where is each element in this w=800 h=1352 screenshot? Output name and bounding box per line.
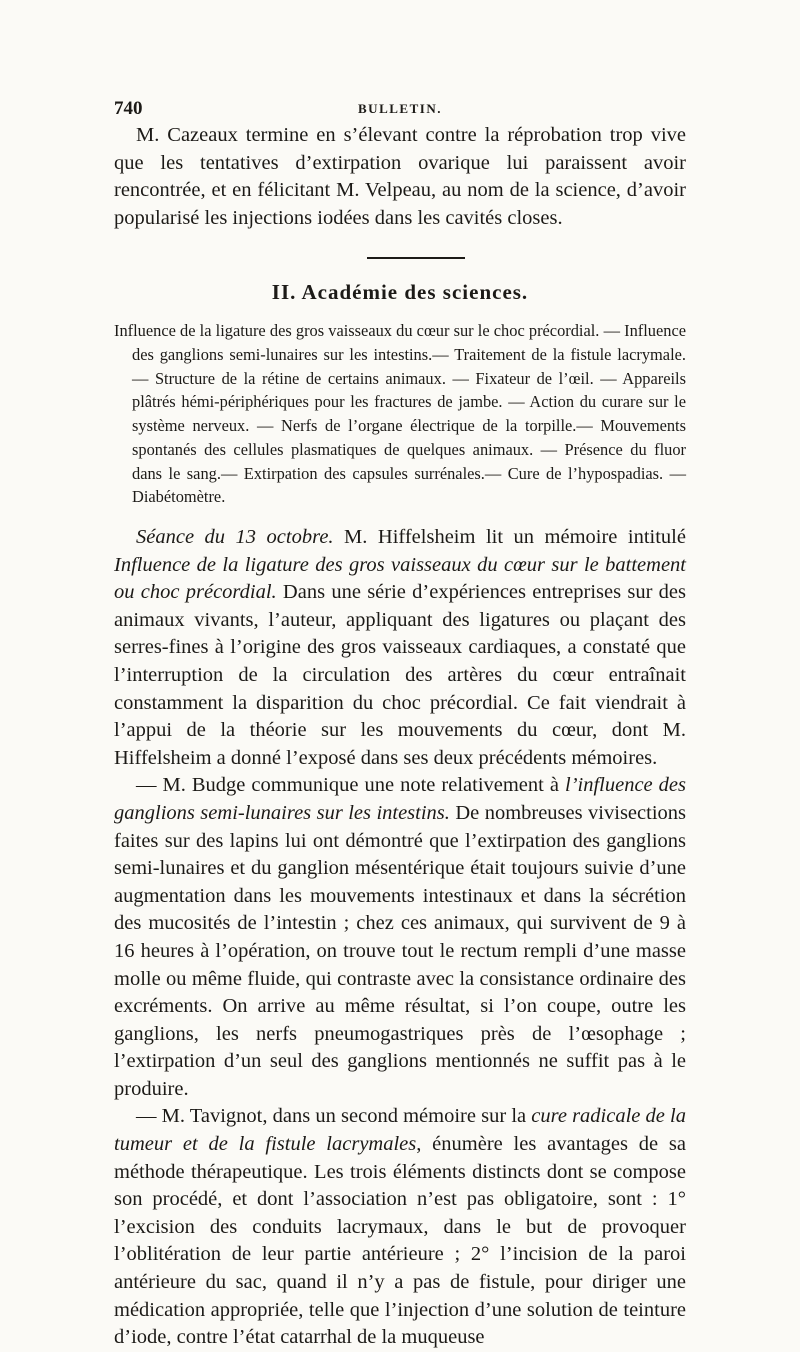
- tavignot-paragraph: [114, 1103, 686, 1351]
- budge-paragraph: [114, 772, 686, 1103]
- section-title: II. Académie des sciences.: [271, 280, 529, 305]
- intro-paragraph: M. Cazeaux termine en s’élevant contre la réprobation trop vive que les tentatives d’extirpation ovarique lui paraissent avoir rencontrée, et en félicitant M. Velpeau, au nom de la science, d’avoir popularisé les injections iodées dans les cavités closes.: [114, 124, 686, 229]
- book-page: [114, 98, 686, 1352]
- seance-date: Séance du 13 octobre.: [136, 526, 334, 548]
- seance-lead: M. Hiffelsheim lit un mémoire intitulé: [333, 526, 686, 548]
- budge-body: De nombreuses vivisections faites sur des lapins lui ont démontré que l’extirpation des ganglions semi-lunaires et du ganglion mésentérique était toujours suivie d’une augmentation dans les mouvements intestinaux et dans la sécrétion des mucosités de l’intestin ; chez ces animaux, qui survivent de 9 à 16 heures à l’opération, on trouve tout le rectum rempli d’une masse molle ou même fluide, qui contraste avec la consistance ordinaire des excréments. On arrive au même résultat, si l’on coupe, outre les ganglions, les nerfs pneumogastriques près de l’œsophage ; l’extirpation d’un seul des ganglions mentionnés ne suffit pas à le produire.: [114, 801, 686, 1100]
- running-head: [114, 98, 686, 122]
- section-summary: [114, 319, 686, 509]
- tavignot-body: , énumère les avantages de sa méthode thérapeutique. Les trois éléments distincts dont se compose son procédé, et dont l’association n’est pas obligatoire, sont : 1° l’excision des conduits lacrymaux, dans le but de provoquer l’oblitération de leur partie antérieure ; 2° l’incision de la paroi antérieure du sac, quand il n’y a pas de fistule, pour diriger une médication appropriée, telle que l’injection d’une solution de teinture d’iode, contre l’état catarrhal de la muqueuse: [114, 1133, 686, 1349]
- seance-body: Dans une série d’expériences entreprises sur des animaux vivants, l’auteur, appliquant des ligatures ou plaçant des serres-fines à l’origine des gros vaisseaux cardiaques, a constaté que l’interruption de la circulation des artères du cœur entraînait constamment la disparition du choc précordial. Ce fait viendrait à l’appui de la théorie sur les mouvements du cœur, dont M. Hiffelsheim a donné l’exposé dans ses deux précédents mémoires.: [114, 581, 686, 769]
- running-title: BULLETIN.: [358, 101, 442, 116]
- summary-text: Influence de la ligature des gros vaisseaux du cœur sur le choc précordial. — Influence des ganglions semi-lunaires sur les intestins.— Traitement de la fistule lacrymale. — Structure de la rétine de certains animaux. — Fixateur de l’œil. — Appareils plâtrés hémi-périphériques pour les fractures de jambe. — Action du curare sur le système nerveux. — Nerfs de l’organe électrique de la torpille.— Mouvements spontanés des cellules plasmatiques de quelques animaux. — Présence du fluor dans le sang.— Extirpation des capsules surrénales.— Cure de l’hypospadias. — Diabétomètre.: [114, 321, 686, 507]
- budge-lead: — M. Budge communique une note relativement à: [136, 774, 565, 797]
- section-divider: [367, 257, 465, 259]
- tavignot-lead: — M. Tavignot, dans un second mémoire sur la: [136, 1105, 532, 1128]
- tavignot-topic: cure radicale de la tumeur et de la fistule lacrymales: [114, 1105, 686, 1156]
- seance-paragraph: [114, 524, 686, 772]
- memoir-title: Influence de la ligature des gros vaisseaux du cœur sur le battement ou choc précordial.: [114, 553, 686, 604]
- budge-topic: l’influence des ganglions semi-lunaires sur les intestins.: [114, 774, 686, 824]
- page-number: 740: [114, 98, 143, 119]
